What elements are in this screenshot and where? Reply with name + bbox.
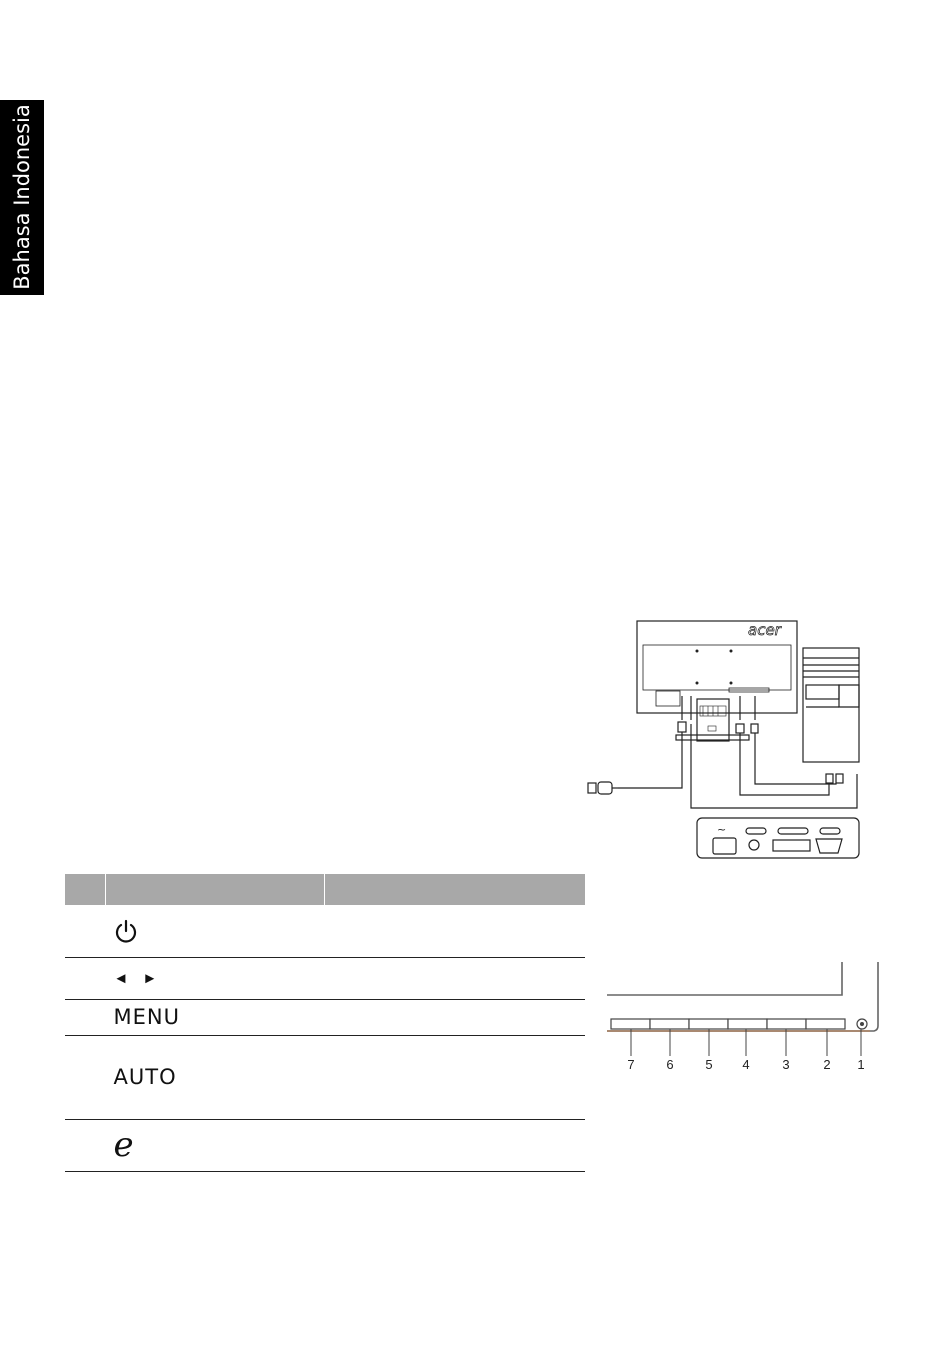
front-button-3[interactable] [767, 1019, 806, 1029]
vga-port [816, 839, 842, 853]
power-ac-port [713, 838, 736, 854]
empowering-e-icon: e [113, 1125, 134, 1165]
table-row [65, 905, 585, 957]
header-function [325, 874, 586, 905]
front-button-7[interactable] [611, 1019, 650, 1029]
button-number-3: 3 [782, 1057, 790, 1072]
table-row [65, 957, 585, 999]
button-number-5: 5 [705, 1057, 713, 1072]
acer-logo: acer [748, 621, 781, 639]
button-number-1: 1 [857, 1057, 865, 1072]
svg-text:~: ~ [717, 823, 727, 836]
controls-table [65, 874, 585, 1172]
table-header-row [65, 874, 585, 905]
button-number-2: 2 [823, 1057, 831, 1072]
right-arrow-icon: ► [142, 969, 158, 987]
front-button-6[interactable] [650, 1019, 689, 1029]
left-arrow-icon: ◄ [113, 969, 129, 987]
header-number [65, 874, 106, 905]
button-number-6: 6 [666, 1057, 674, 1072]
audio-in-port [749, 840, 759, 850]
button-number-4: 4 [742, 1057, 750, 1072]
front-button-2[interactable] [806, 1019, 845, 1029]
auto-wordmark-icon: AUTO [113, 1065, 177, 1089]
table-row [65, 1035, 585, 1119]
language-tab-label: Bahasa Indonesia [10, 104, 34, 290]
front-button-5[interactable] [689, 1019, 728, 1029]
dvi-port [773, 840, 810, 851]
table-row [65, 1119, 585, 1171]
power-icon [114, 918, 138, 944]
front-button-4[interactable] [728, 1019, 767, 1029]
table-row [65, 999, 585, 1035]
header-icon [106, 874, 325, 905]
button-number-7: 7 [627, 1057, 635, 1072]
menu-wordmark-icon: MENU [113, 1005, 180, 1029]
